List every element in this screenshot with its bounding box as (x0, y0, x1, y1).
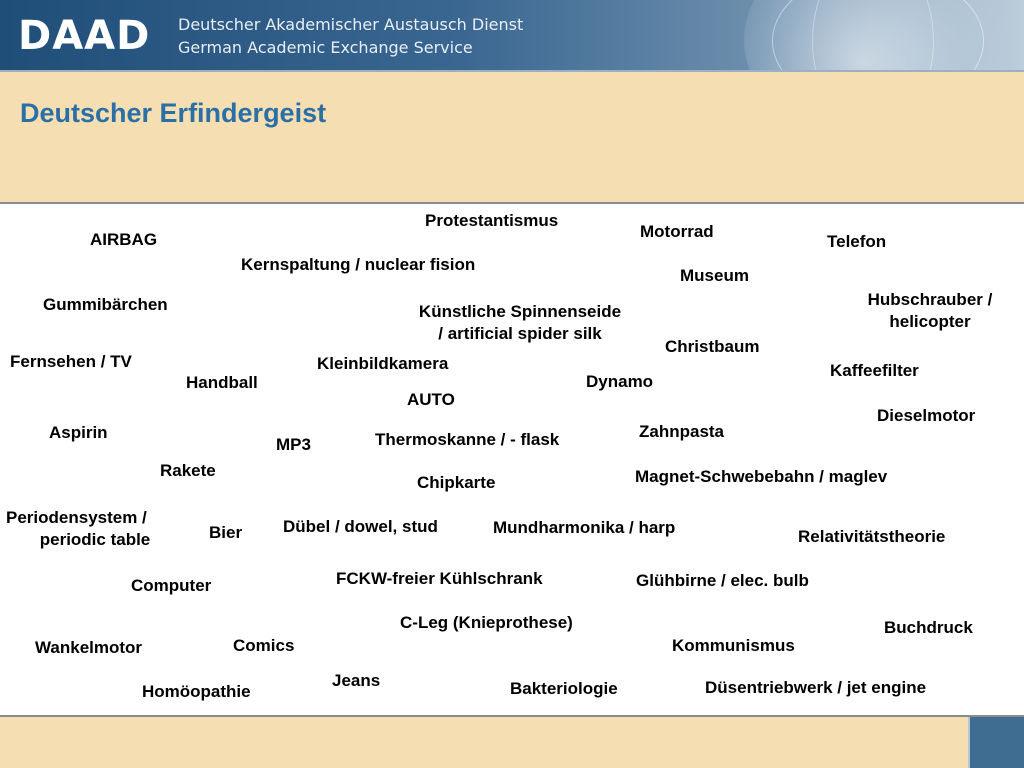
term-kleinbildkamera: Kleinbildkamera (317, 354, 449, 373)
term-telefon: Telefon (827, 232, 887, 251)
term-kaffeefilter: Kaffeefilter (830, 361, 919, 380)
term-relativitaetstheorie: Relativitätstheorie (798, 527, 946, 546)
term-aspirin: Aspirin (49, 423, 108, 442)
term-kommunismus: Kommunismus (672, 636, 795, 655)
term-fckw: FCKW-freier Kühlschrank (336, 569, 543, 588)
term-line: Künstliche Spinnenseide (418, 302, 622, 321)
term-cleg: C-Leg (Knieprothese) (400, 613, 573, 632)
term-gummibaerchen: Gummibärchen (43, 295, 168, 314)
term-spinnenseide (398, 301, 642, 345)
term-gluehbirne: Glühbirne / elec. bulb (636, 571, 809, 590)
term-duebel: Dübel / dowel, stud (283, 517, 438, 536)
term-magnetschwebebahn: Magnet-Schwebebahn / maglev (635, 467, 888, 486)
term-chipkarte: Chipkarte (417, 473, 496, 492)
title-band (0, 72, 1024, 202)
term-duesentriebwerk: Düsentriebwerk / jet engine (705, 678, 927, 697)
term-jeans: Jeans (332, 671, 381, 690)
term-computer: Computer (131, 576, 212, 595)
term-museum: Museum (680, 266, 749, 285)
footer-band (0, 717, 1024, 768)
term-mundharmonika: Mundharmonika / harp (493, 518, 676, 537)
term-wankelmotor: Wankelmotor (35, 638, 143, 657)
term-rakete: Rakete (160, 461, 216, 480)
term-bier: Bier (209, 523, 243, 542)
term-periodensystem (6, 507, 184, 551)
term-mp3: MP3 (276, 435, 311, 454)
term-kernspaltung: Kernspaltung / nuclear fision (241, 255, 476, 274)
slide-title: Deutscher Erfindergeist (20, 98, 327, 128)
term-line: periodic table (39, 530, 151, 549)
term-thermoskanne: Thermoskanne / - flask (375, 430, 560, 449)
term-buchdruck: Buchdruck (884, 618, 973, 637)
term-line: Hubschrauber / (867, 290, 993, 309)
org-name-english: German Academic Exchange Service (178, 38, 473, 57)
term-auto: AUTO (407, 390, 455, 409)
globe-meridian (812, 0, 934, 70)
term-zahnpasta: Zahnpasta (639, 422, 725, 441)
term-bakteriologie: Bakteriologie (510, 679, 618, 698)
footer-accent-box (968, 717, 1024, 768)
term-line: / artificial spider silk (438, 324, 602, 343)
term-christbaum: Christbaum (665, 337, 760, 356)
daad-logo: DAAD (18, 13, 151, 59)
term-motorrad: Motorrad (640, 222, 714, 241)
title-divider (0, 202, 1024, 204)
term-handball: Handball (186, 373, 258, 392)
org-name-german: Deutscher Akademischer Austausch Dienst (178, 15, 524, 34)
term-hubschrauber (851, 289, 1009, 333)
term-dieselmotor: Dieselmotor (877, 406, 976, 425)
term-line: helicopter (889, 312, 971, 331)
term-dynamo: Dynamo (586, 372, 654, 391)
daad-header (0, 0, 1024, 70)
term-comics: Comics (233, 636, 295, 655)
term-homoeopathie: Homöopathie (142, 682, 251, 701)
term-line: Periodensystem / (6, 508, 147, 527)
term-fernsehen: Fernsehen / TV (10, 352, 132, 371)
term-protestantismus: Protestantismus (425, 211, 559, 230)
term-airbag: AIRBAG (90, 230, 158, 249)
